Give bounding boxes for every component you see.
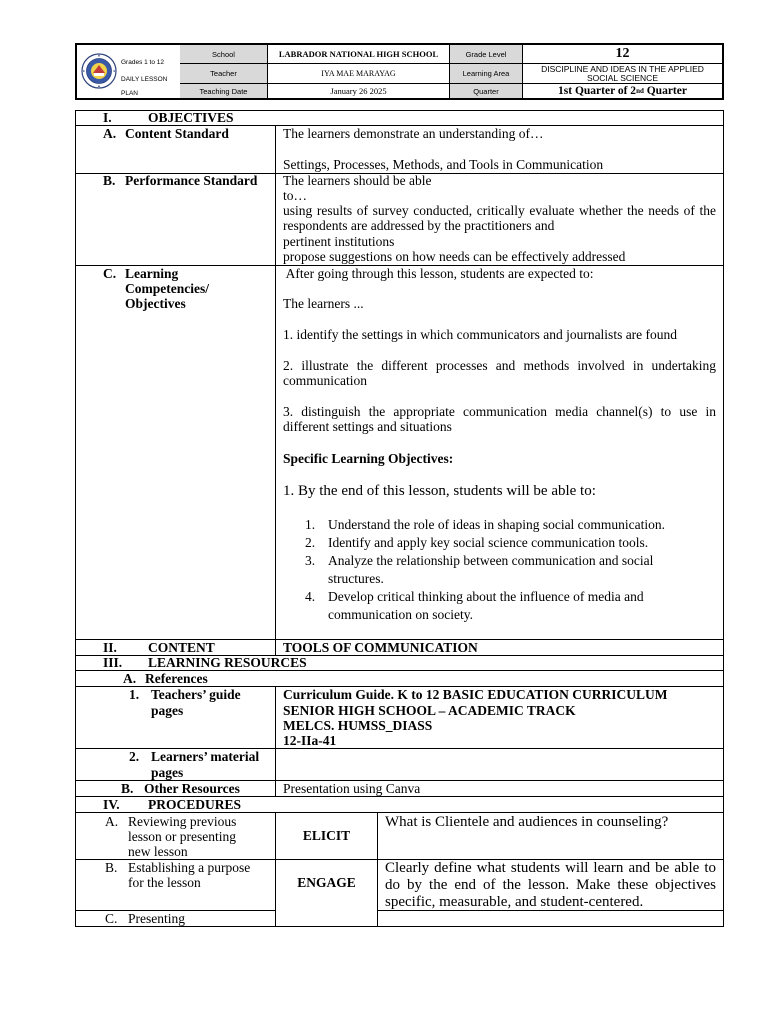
procedure-c-letter: C. (105, 911, 118, 926)
learners-material-label-2: pages (151, 765, 184, 780)
performance-standard-line4: pertinent institutions (283, 234, 395, 249)
procedure-a-phase: ELICIT (302, 828, 351, 843)
procedure-a-text: What is Clientele and audiences in counseling? (385, 814, 669, 830)
resources-num: III. (103, 655, 123, 670)
procedure-c-label: Presenting (128, 911, 185, 926)
grades-label: Grades 1 to 12 (121, 59, 164, 66)
content-title: CONTENT (148, 640, 215, 655)
school-label: School (180, 45, 268, 64)
teachers-guide-label-2: pages (151, 703, 184, 718)
teaching-date-label: Teaching Date (180, 84, 268, 98)
grade-level-label: Grade Level (450, 45, 523, 64)
competencies-letter: C. (103, 266, 117, 281)
learners-material-num: 2. (129, 749, 140, 764)
objective-num-4: 4. (305, 589, 316, 604)
references-label: References (145, 671, 208, 686)
procedure-b-phase: ENGAGE (297, 875, 356, 890)
specific-objectives-title: Specific Learning Objectives: (283, 451, 454, 466)
performance-standard-line3: using results of survey conducted, critically evaluate whether the needs of the respondents are addressed by the practitioners and (283, 203, 716, 233)
header-table (75, 43, 724, 100)
procedures-num: IV. (103, 797, 120, 812)
objective-text-1: Understand the role of ideas in shaping social communication. (328, 517, 666, 532)
other-resources-letter: B. (121, 781, 134, 796)
dll-label: DAILY LESSON (121, 76, 168, 83)
objective-text-4b: communication on society. (328, 607, 473, 622)
objective-text-2: Identify and apply key social science communication tools. (328, 535, 649, 550)
performance-standard-line2: to… (283, 188, 308, 203)
dll-label-plan: PLAN (121, 90, 138, 97)
procedure-a-label-2: lesson or presenting (128, 829, 236, 844)
learning-area-value: DISCIPLINE AND IDEAS IN THE APPLIED SOCIAL SCIENCE (523, 64, 722, 84)
school-value: LABRADOR NATIONAL HIGH SCHOOL (268, 45, 450, 64)
competency-item-3: 3. distinguish the appropriate communication media channel(s) to use in different settings and situations (283, 404, 716, 434)
procedure-a-letter: A. (105, 814, 119, 829)
teachers-guide-label-1: Teachers’ guide (151, 687, 241, 702)
other-resources-value: Presentation using Canva (283, 781, 421, 796)
objective-num-3: 3. (305, 553, 316, 568)
objective-text-3b: structures. (328, 571, 384, 586)
procedure-b-label-1: Establishing a purpose (128, 860, 251, 875)
competencies-learners: The learners ... (283, 296, 364, 311)
content-value: TOOLS OF COMMUNICATION (283, 640, 478, 655)
performance-standard-line5: propose suggestions on how needs can be effectively addressed (283, 249, 626, 264)
content-standard-line1: The learners demonstrate an understanding of… (283, 126, 544, 141)
procedure-b-letter: B. (105, 860, 118, 875)
header-logo-cell (77, 45, 181, 98)
teaching-date-value: January 26 2025 (268, 84, 450, 98)
procedure-a-label-3: new lesson (128, 844, 188, 859)
learners-material-label-1: Learners’ material (151, 749, 260, 764)
quarter-label: Quarter (450, 84, 523, 98)
quarter-value: 1st Quarter of 2 nd Quarter (558, 85, 687, 97)
competencies-intro: After going through this lesson, students are expected to: (283, 266, 594, 281)
competency-item-1: 1. identify the settings in which communicators and journalists are found (283, 327, 678, 342)
objective-num-2: 2. (305, 535, 316, 550)
procedure-b-text: Clearly define what students will learn and be able to do by the end of the lesson. Make these objectives specific, measurable, and student-centered. (385, 860, 716, 910)
by-end-statement: 1. By the end of this lesson, students will be able to: (283, 483, 596, 499)
teachers-guide-num: 1. (129, 687, 140, 702)
content-standard-label: Content Standard (125, 126, 229, 141)
teacher-value: IYA MAE MARAYAG (268, 64, 450, 84)
teachers-guide-line2: SENIOR HIGH SCHOOL – ACADEMIC TRACK (283, 703, 576, 718)
procedures-title: PROCEDURES (148, 797, 242, 812)
teachers-guide-line1: Curriculum Guide. K to 12 BASIC EDUCATION CURRICULUM (283, 687, 668, 702)
competency-item-2: 2. illustrate the different processes and methods involved in undertaking communication (283, 358, 716, 388)
objectives-num: I. (103, 110, 112, 125)
content-num: II. (103, 640, 117, 655)
resources-title: LEARNING RESOURCES (148, 655, 307, 670)
competencies-label-1: Learning (125, 266, 179, 281)
objective-text-3a: Analyze the relationship between communication and social (328, 553, 654, 568)
procedure-b-label-2: for the lesson (128, 875, 201, 890)
performance-standard-line1: The learners should be able (283, 173, 432, 188)
content-standard-letter: A. (103, 126, 117, 141)
objective-num-1: 1. (305, 517, 316, 532)
content-standard-line2: Settings, Processes, Methods, and Tools in Communication (283, 157, 604, 172)
learning-area-label: Learning Area (450, 64, 523, 84)
teacher-label: Teacher (180, 64, 268, 84)
objectives-title: OBJECTIVES (148, 110, 234, 125)
other-resources-label: Other Resources (144, 781, 240, 796)
competencies-label-2: Competencies/ (125, 281, 209, 296)
performance-standard-letter: B. (103, 173, 116, 188)
references-letter: A. (123, 671, 137, 686)
deped-seal-icon (81, 53, 117, 89)
grade-level-value: 12 (523, 45, 722, 64)
competencies-label-3: Objectives (125, 296, 186, 311)
teachers-guide-line3: MELCS. HUMSS_DIASS (283, 718, 433, 733)
procedure-a-label-1: Reviewing previous (128, 814, 237, 829)
performance-standard-label: Performance Standard (125, 173, 258, 188)
teachers-guide-line4: 12-IIa-41 (283, 733, 337, 748)
objective-text-4a: Develop critical thinking about the influence of media and (328, 589, 644, 604)
